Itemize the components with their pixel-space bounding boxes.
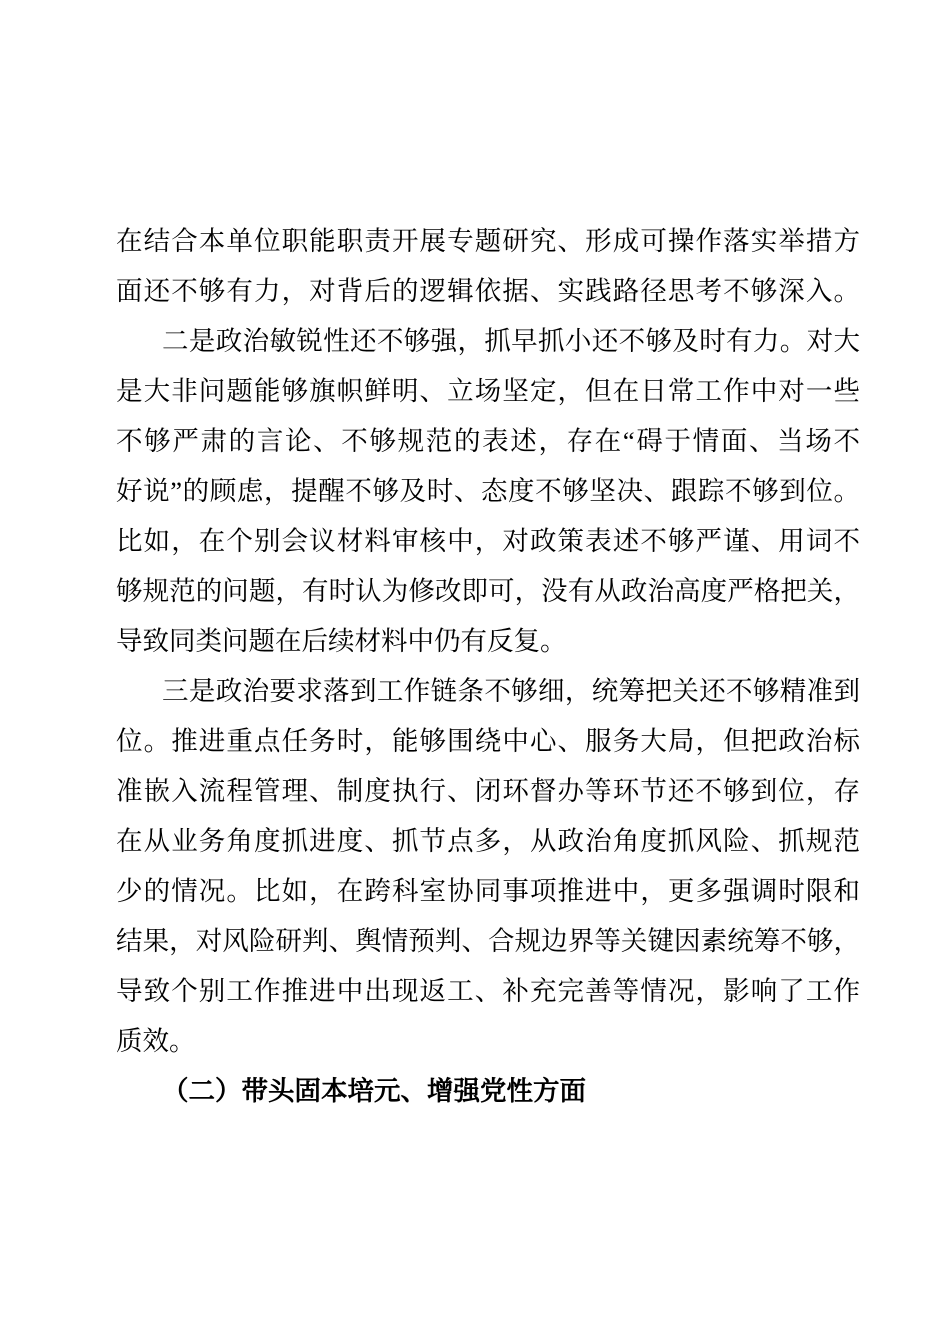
document-text-block bbox=[116, 216, 860, 1116]
text-line: 导致个别工作推进中出现返工、补充完善等情况，影响了工作 bbox=[116, 976, 860, 1006]
text-line: （二）带头固本培元、增强党性方面 bbox=[162, 1076, 586, 1106]
text-line: 在结合本单位职能职责开展专题研究、形成可操作落实举措方 bbox=[116, 226, 860, 256]
text-line: 三是政治要求落到工作链条不够细，统筹把关还不够精准到 bbox=[162, 676, 860, 706]
text-line: 导致同类问题在后续材料中仍有反复。 bbox=[116, 626, 567, 656]
text-line: 是大非问题能够旗帜鲜明、立场坚定，但在日常工作中对一些 bbox=[116, 376, 860, 406]
body-paragraph bbox=[116, 316, 860, 666]
text-line: 二是政治敏锐性还不够强，抓早抓小还不够及时有力。对大 bbox=[162, 326, 860, 356]
text-line: 比如，在个别会议材料审核中，对政策表述不够严谨、用词不 bbox=[116, 526, 860, 556]
section-heading bbox=[116, 1066, 860, 1116]
text-line: 位。推进重点任务时，能够围绕中心、服务大局，但把政治标 bbox=[116, 726, 860, 756]
text-line: 准嵌入流程管理、制度执行、闭环督办等环节还不够到位，存 bbox=[116, 776, 860, 806]
text-line: 在从业务角度抓进度、抓节点多，从政治角度抓风险、抓规范 bbox=[116, 826, 860, 856]
body-paragraph bbox=[116, 216, 860, 316]
text-line: 结果，对风险研判、舆情预判、合规边界等关键因素统筹不够， bbox=[116, 926, 860, 956]
text-line: 好说”的顾虑，提醒不够及时、态度不够坚决、跟踪不够到位。 bbox=[116, 476, 860, 506]
text-line: 不够严肃的言论、不够规范的表述，存在“碍于情面、当场不 bbox=[116, 426, 860, 456]
text-line: 质效。 bbox=[116, 1026, 196, 1056]
text-line: 够规范的问题，有时认为修改即可，没有从政治高度严格把关， bbox=[116, 576, 860, 606]
text-line: 面还不够有力，对背后的逻辑依据、实践路径思考不够深入。 bbox=[116, 276, 860, 306]
body-paragraph bbox=[116, 666, 860, 1066]
text-line: 少的情况。比如，在跨科室协同事项推进中，更多强调时限和 bbox=[116, 876, 860, 906]
